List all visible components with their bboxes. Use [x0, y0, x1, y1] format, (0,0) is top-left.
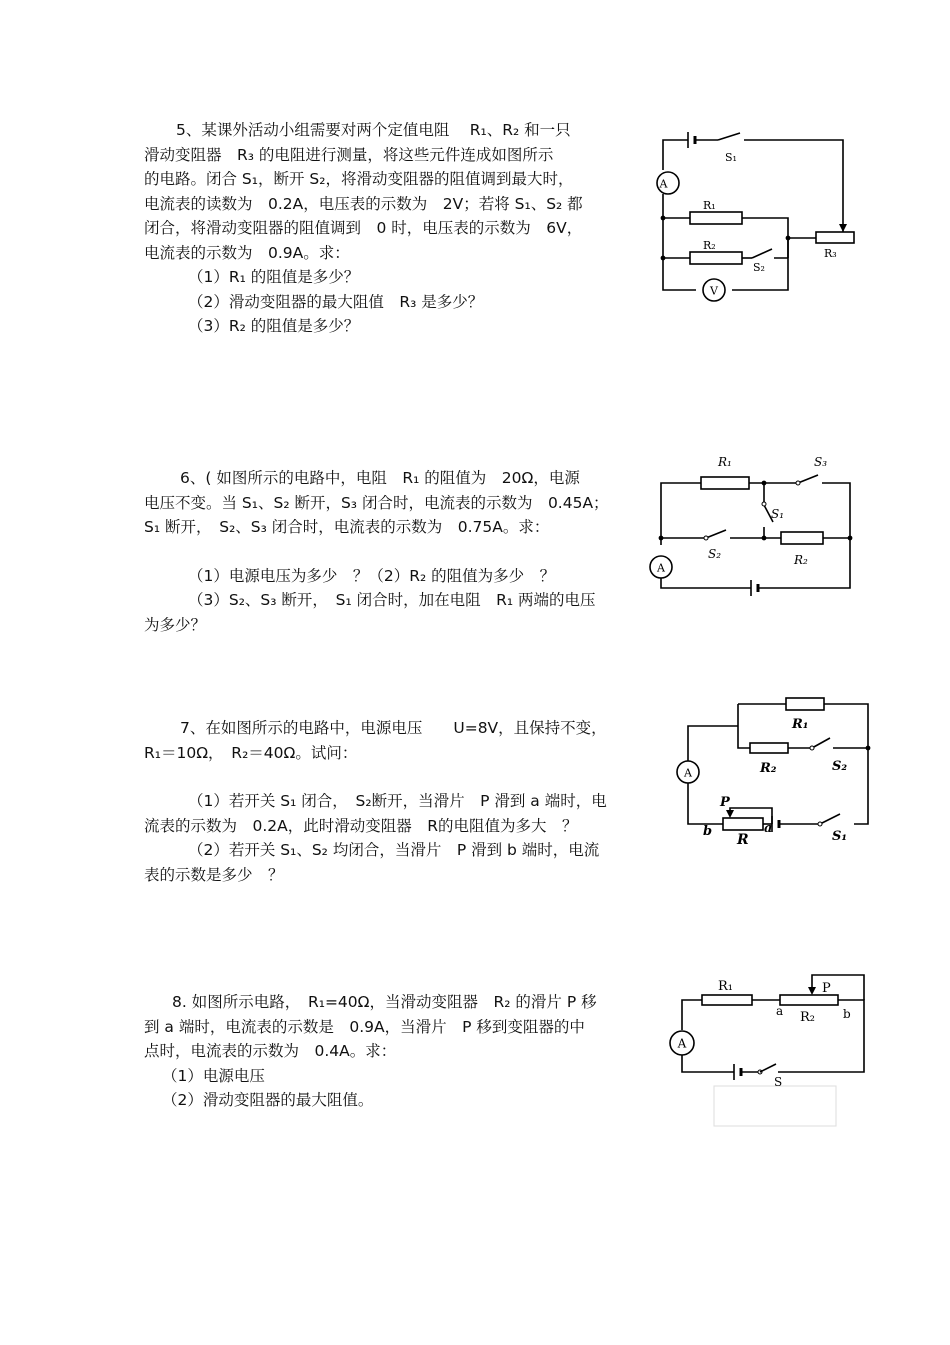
circuit-diagram-8 [660, 970, 870, 1130]
spacer [144, 540, 634, 564]
problem-5-line: 电流表的读数为 0.2A，电压表的示数为 2V；若将 S₁、S₂ 都 [144, 194, 583, 213]
spacer [144, 765, 644, 789]
problem-6-line: 6、( 如图所示的电路中，电阻 R₁ 的阻值为 20Ω，电源 [180, 469, 580, 487]
question: 为多少？ [144, 615, 207, 634]
switch-s2-label: S₂ [708, 547, 722, 561]
question: （3）S₂、S₃ 断开， S₁ 闭合时，加在电阻 R₁ 两端的电压 [188, 591, 596, 609]
resistor-r1-label: R₁ [703, 199, 716, 212]
resistor-r1-label: R₁ [718, 979, 733, 994]
circuit-diagram-6 [646, 450, 861, 605]
switch-s2-label: S₂ [753, 261, 765, 274]
problem-6-line: 电压不变。当 S₁、S₂ 断开，S₃ 闭合时，电流表的示数为 0.45A； [144, 493, 609, 512]
problem-7 [144, 716, 644, 887]
voltmeter-label: V [710, 284, 718, 298]
problem-7-line: 7、在如图所示的电路中，电源电压 U=8V，且保持不变， [180, 719, 607, 737]
problem-5-line: 闭合，将滑动变阻器的阻值调到 0 时，电压表的示数为 6V， [144, 219, 583, 237]
switch-s1-label: S₁ [771, 507, 785, 521]
problem-6-line: S₁ 断开， S₂、S₃ 闭合时，电流表的示数为 0.75A。求： [144, 518, 550, 536]
end-b-label: b [703, 824, 713, 839]
ammeter-label: A [659, 177, 668, 191]
switch-s2-label: S₂ [832, 759, 848, 774]
problem-8 [144, 990, 644, 1113]
end-b-label: b [843, 1007, 851, 1021]
problem-5-line: 滑动变阻器 R₃ 的电阻进行测量，将这些元件连成如图所示 [144, 145, 554, 164]
rheostat-r2-label: R₂ [800, 1010, 815, 1025]
problem-8-line: 到 a 端时，电流表的示数是 0.9A，当滑片 P 移到变阻器的中 [144, 1017, 585, 1036]
problem-7-line: R₁＝10Ω， R₂＝40Ω。试问： [144, 743, 358, 762]
question: （1）R₁ 的阻值是多少？ [188, 268, 360, 286]
problem-5-line: 电流表的示数为 0.9A。求： [144, 243, 350, 262]
ammeter-label: A [677, 1036, 687, 1051]
question: （1）电源电压为多少 ？（2）R₂ 的阻值为多少 ？ [188, 566, 556, 585]
circuit-diagram-7 [668, 696, 878, 846]
switch-s1-label: S₁ [725, 151, 737, 164]
problem-6 [144, 466, 634, 637]
question: （1）电源电压 [162, 1066, 265, 1085]
rheostat-r-label: R [737, 832, 749, 848]
end-a-label: a [764, 821, 773, 836]
problem-8-line: 点时，电流表的示数为 0.4A。求： [144, 1042, 397, 1060]
end-a-label: a [776, 1004, 784, 1018]
problem-5-line: 5、某课外活动小组需要对两个定值电阻 R₁、R₂ 和一只 [176, 121, 571, 139]
resistor-r2-label: R₂ [794, 553, 808, 567]
question: （2）滑动变阻器的最大阻值 R₃ 是多少？ [188, 292, 484, 311]
rheostat-r3-label: R₃ [824, 247, 837, 260]
question: 流表的示数为 0.2A，此时滑动变阻器 R的电阻值为多大 ？ [144, 816, 578, 835]
circuit-diagram-5 [648, 130, 868, 305]
question: （3）R₂ 的阻值是多少？ [188, 317, 360, 335]
question: （2）若开关 S₁、S₂ 均闭合，当滑片 P 滑到 b 端时，电流 [188, 841, 600, 859]
ammeter-label: A [684, 766, 692, 780]
switch-s1-label: S₁ [832, 829, 848, 844]
resistor-r2-label: R₂ [760, 761, 777, 776]
slider-p-label: P [822, 981, 831, 996]
resistor-r1-label: R₁ [718, 455, 732, 469]
problem-5 [144, 118, 644, 339]
resistor-r1-label: R₁ [792, 717, 809, 732]
resistor-r2-label: R₂ [703, 239, 716, 252]
question: 表的示数是多少 ？ [144, 865, 284, 884]
problem-8-line: 8. 如图所示电路， R₁=40Ω，当滑动变阻器 R₂ 的滑片 P 移 [172, 993, 597, 1011]
slider-p-label: P [720, 795, 730, 810]
question: （1）若开关 S₁ 闭合， S₂断开，当滑片 P 滑到 a 端时，电 [188, 792, 607, 810]
switch-s-label: S [774, 1075, 783, 1089]
question: （2）滑动变阻器的最大阻值。 [162, 1091, 374, 1109]
switch-s3-label: S₃ [814, 455, 828, 469]
problem-5-line: 的电路。闭合 S₁，断开 S₂，将滑动变阻器的阻值调到最大时， [144, 170, 574, 188]
ammeter-label: A [657, 561, 665, 575]
